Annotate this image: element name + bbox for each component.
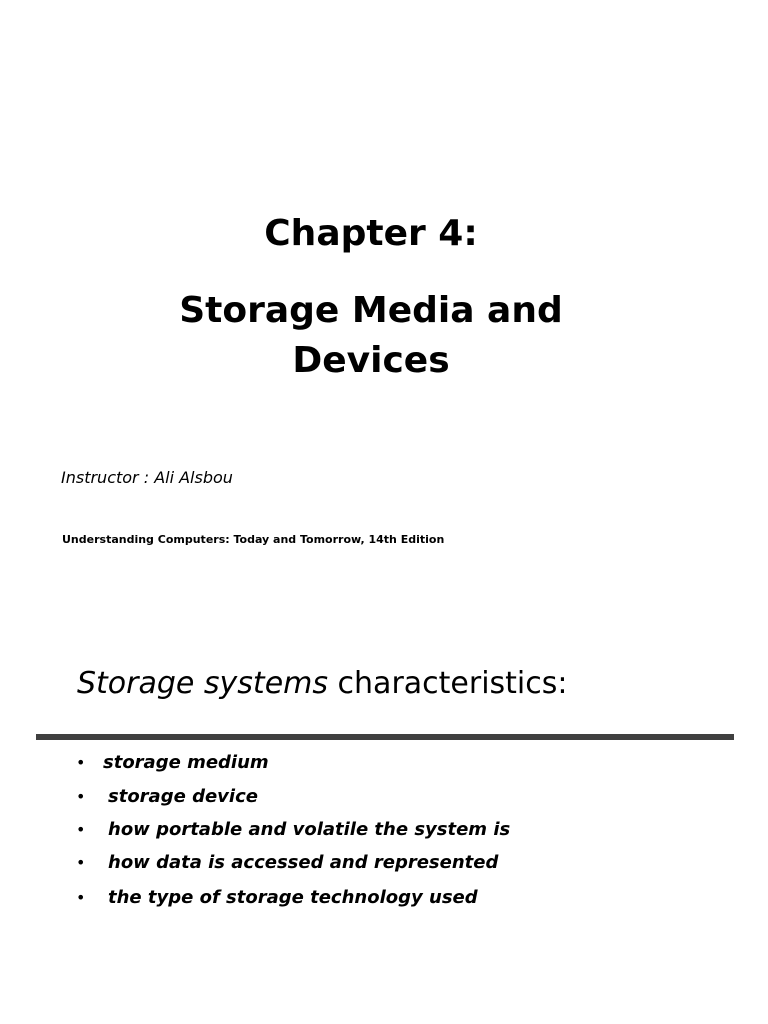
list-item-text: storage device [108, 786, 258, 807]
slide-heading [77, 664, 568, 704]
list-item-text: how data is accessed and represented [108, 852, 499, 873]
bullet-icon: • [76, 853, 86, 872]
content-slide [0, 640, 768, 1024]
chapter-subtitle-line1: Storage Media and [179, 290, 563, 331]
instructor-name: Instructor : Ali Alsbou [61, 468, 233, 487]
bullet-icon: • [76, 888, 86, 907]
list-item-text: the type of storage technology used [108, 887, 478, 908]
list-item [0, 883, 768, 913]
book-title: Understanding Computers: Today and Tomorrow, 14th Edition [62, 533, 445, 546]
list-item [0, 848, 768, 878]
chapter-subtitle-line2: Devices [292, 340, 450, 381]
list-item [0, 815, 768, 845]
bullet-icon: • [76, 820, 86, 839]
bullet-icon: • [76, 753, 86, 772]
list-item [0, 748, 768, 778]
list-item-text: how portable and volatile the system is [108, 819, 511, 840]
bullet-icon: • [76, 787, 86, 806]
chapter-title: Chapter 4: [264, 213, 478, 254]
slide-heading-rest: characteristics: [328, 666, 568, 701]
list-item-text: storage medium [103, 752, 269, 773]
slide-heading-italic: Storage systems [77, 666, 329, 701]
divider-rule [36, 734, 734, 740]
list-item [0, 782, 768, 812]
chapter-subtitle [0, 286, 742, 386]
